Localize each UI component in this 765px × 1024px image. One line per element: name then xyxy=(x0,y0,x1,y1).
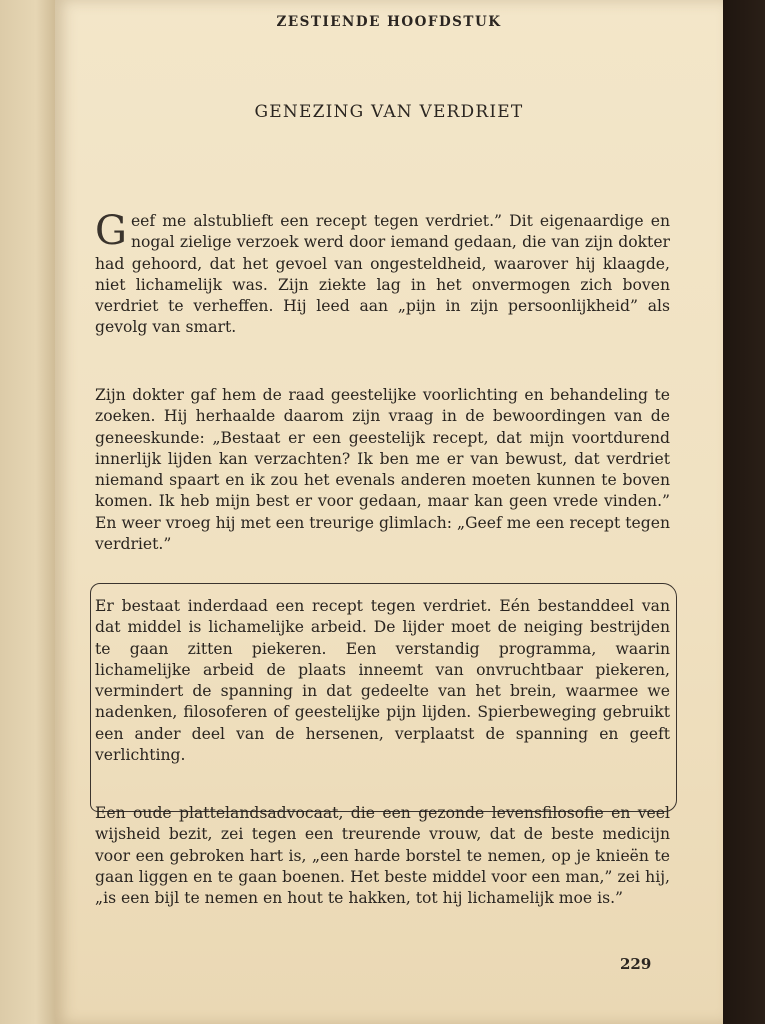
facing-page-edge xyxy=(0,0,60,1024)
page-number: 229 xyxy=(620,955,652,973)
running-head: ZESTIENDE HOOFDSTUK xyxy=(276,14,502,30)
paragraph-1 xyxy=(95,208,670,339)
paragraph-4: Een oude plattelandsadvocaat, die een gezonde levensfilosofie en veel wijsheid bezit, zei tegen een treurende vrouw, dat de beste medicijn voor een gebroken hart is, „een harde borstel te nemen, op je knieën te gaan liggen en te gaan boenen. Het beste middel voor een man,” zei hij, „is een bijl te nemen en hout te hakken, tot hij lichamelijk moe is.” xyxy=(95,804,670,908)
paragraph-1-text: eef me alstublieft een recept tegen verdriet.” Dit eigenaardige en nogal zielige verzoek werd door iemand gedaan, die van zijn dokter had gehoord, dat het gevoel van ongesteldheid, waarover hij klaagde, niet lichamelijk was. Zijn ziekte lag in het onvermogen zich boven verdriet te verheffen. Hij leed aan „pijn in zijn persoonlijkheid” als gevolg van smart. xyxy=(95,212,670,337)
paragraph-2: Zijn dokter gaf hem de raad geestelijke voorlichting en behandeling te zoeken. Hij herhaalde daarom zijn vraag in de bewoordingen van de geneeskunde: „Bestaat er een geestelijk recept, dat mijn voortdurend innerlijk lijden kan verzachten? Ik ben me er van bewust, dat verdriet niemand spaart en ik zou het evenals anderen moeten kunnen te boven komen. Ik heb mijn best er voor gedaan, maar kan geen vrede vinden.” En weer vroeg hij met een treurige glimlach: „Geef me een recept tegen verdriet.” xyxy=(95,386,670,554)
chapter-title: GENEZING VAN VERDRIET xyxy=(254,102,524,122)
book-spine-shadow xyxy=(720,0,765,1024)
drop-cap: G xyxy=(95,208,127,254)
paragraph-3-highlighted: Er bestaat inderdaad een recept tegen verdriet. Eén bestanddeel van dat middel is lichamelijke arbeid. De lijder moet de neiging bestrijden te gaan zitten piekeren. Een verstandig programma, waarin lichamelijke arbeid de plaats inneemt van onvruchtbaar piekeren, vermindert de spanning in dat gedeelte van het brein, waarmee we nadenken, filosoferen of geestelijke pijn lijden. Spierbeweging gebruikt een ander deel van de hersenen, verplaatst de spanning en geeft verlichting. xyxy=(95,597,670,765)
book-page xyxy=(55,0,723,1024)
